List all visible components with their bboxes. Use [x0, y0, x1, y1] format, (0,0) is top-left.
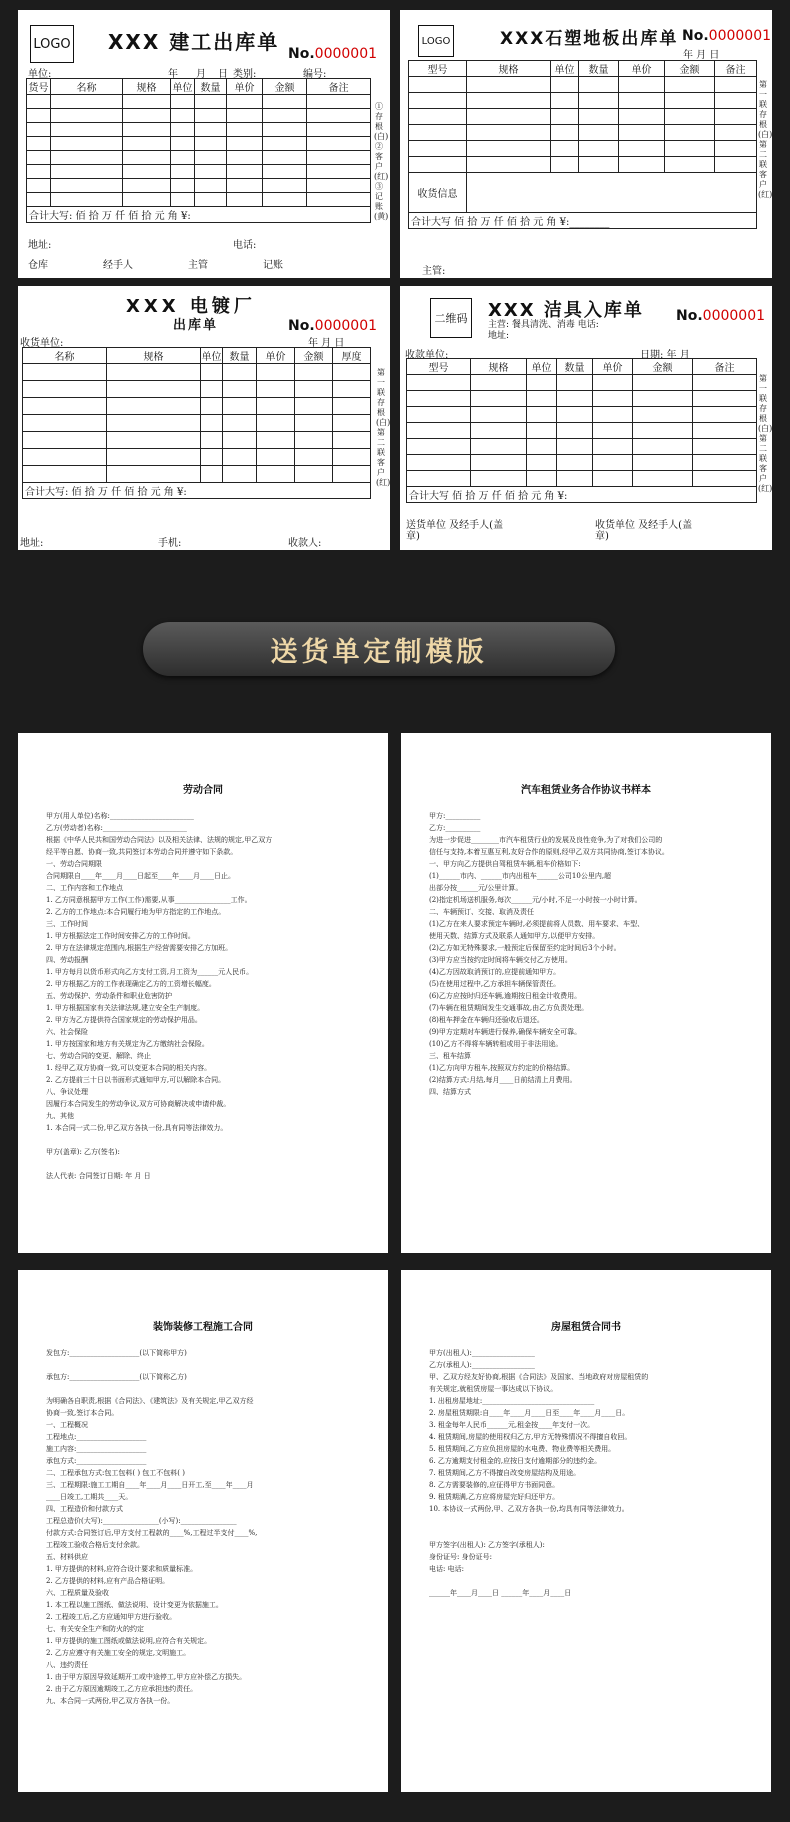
doc-line [429, 1527, 743, 1539]
table-row[interactable] [27, 151, 371, 165]
form-subtitle: 出库单 [173, 318, 219, 333]
doc-line: (4)乙方因故取消预订的,应提前通知甲方。 [429, 968, 561, 976]
doc-line: 2. 乙方提前三十日以书面形式通知甲方,可以解除本合同。 [46, 1076, 226, 1084]
doc-line: (10)乙方不得将车辆转租或用于非法用途。 [429, 1040, 563, 1048]
doc-line: 协商一致,签订本合同。 [46, 1409, 119, 1417]
table-row[interactable] [27, 165, 371, 179]
col-header: 单位 [201, 348, 223, 364]
col-header: 规格 [107, 348, 201, 364]
doc-line: 七、劳动合同的变更、解除、终止 [46, 1052, 151, 1060]
doc-title: 房屋租赁合同书 [551, 1322, 621, 1333]
info-month: 月 [196, 69, 206, 80]
doc-line: 二、工作内容和工作地点 [46, 884, 123, 892]
col-header: 备注 [307, 79, 371, 95]
doc-line: 使用天数、结算方式及联系人通知甲方,以便甲方安排。 [429, 932, 600, 940]
doc-title: 劳动合同 [183, 785, 223, 796]
doc-line [46, 1158, 360, 1170]
doc-line: 1. 经甲乙双方协商一致,可以变更本合同的相关内容。 [46, 1064, 212, 1072]
doc-line: 身份证号: 身份证号: [429, 1553, 492, 1561]
form-title: XXX 建工出库单 [108, 30, 280, 54]
table-row[interactable] [23, 466, 371, 483]
col-header: 型号 [409, 61, 467, 77]
doc-line: 甲方(用人单位)名称:________________________ [46, 812, 194, 820]
doc-body [401, 1347, 771, 1599]
col-header: 金额 [295, 348, 333, 364]
receipt-label: 收货信息 [409, 173, 467, 213]
doc-line: 承包方:____________________(以下简称乙方) [46, 1373, 187, 1381]
doc-line: 8. 乙方需要装修的,应征得甲方书面同意。 [429, 1481, 560, 1489]
foot-mobile: 手机: [158, 538, 182, 549]
doc-line: 二、车辆预订、交接、取消及责任 [429, 908, 534, 916]
table-row[interactable] [407, 423, 757, 439]
doc-body [401, 810, 771, 1098]
col-header: 数量 [579, 61, 619, 77]
total-text: 合计大写 佰 拾 万 仟 佰 拾 元 角 ¥:________ [409, 213, 757, 229]
serial-number: No.0000001 [288, 318, 378, 334]
doc-line [429, 1515, 743, 1527]
table-row[interactable] [407, 407, 757, 423]
table-header-row [407, 359, 757, 375]
doc-line: (7)车辆在租赁期间发生交通事故,由乙方负责处理。 [429, 1004, 589, 1012]
table-row[interactable] [407, 471, 757, 487]
receiving-unit: 收货单位: [20, 338, 64, 349]
doc-line: 根据《中华人民共和国劳动合同法》以及相关法律、法规的规定,甲乙双方 [46, 836, 273, 844]
col-header: 备注 [693, 359, 757, 375]
doc-line: 五、材料供应 [46, 1553, 88, 1561]
doc-line: 2. 甲方为乙方提供符合国家规定的劳动保护用品。 [46, 1016, 202, 1024]
doc-line: 合同期限自____年____月____日起至____年____月____日止。 [46, 872, 235, 880]
item-table [26, 78, 371, 223]
doc-line: 信任与支持,本着互惠互利,友好合作的原则,经甲乙双方共同协商,签订本协议。 [429, 848, 669, 856]
doc-line: 1. 甲方按国家和地方有关规定为乙方缴纳社会保险。 [46, 1040, 209, 1048]
doc-line [46, 1359, 360, 1371]
doc-line: 2. 乙方提供的材料,应有产品合格证明。 [46, 1577, 170, 1585]
col-header: 规格 [471, 359, 527, 375]
doc-title: 汽车租赁业务合作协议书样本 [521, 785, 651, 796]
table-row[interactable] [407, 391, 757, 407]
doc-line: 工程竣工验收合格后支付余款。 [46, 1541, 144, 1549]
doc-body [18, 1347, 388, 1707]
form-card-electroplating-outbound [18, 286, 390, 550]
doc-line: (5)在使用过程中,乙方承担车辆保管责任。 [429, 980, 561, 988]
doc-line: (1)乙方向甲方租车,按照双方约定的价格结算。 [429, 1064, 575, 1072]
doc-line: 一、劳动合同期限 [46, 860, 102, 868]
table-row[interactable] [27, 179, 371, 193]
logo-placeholder: LOGO [418, 25, 454, 57]
doc-line: 法人代表: 合同签订日期: 年 月 日 [46, 1172, 151, 1180]
foot-supervisor: 主管 [188, 260, 208, 271]
doc-line: (9)甲方定期对车辆进行保养,确保车辆安全可靠。 [429, 1028, 582, 1036]
doc-line: 5. 租赁期间,乙方应负担房屋的水电费、物业费等相关费用。 [429, 1445, 616, 1453]
doc-title: 装饰装修工程施工合同 [153, 1322, 253, 1333]
form-date: 年 月 日 [683, 50, 720, 61]
col-header: 货号 [27, 79, 51, 95]
doc-line: 为明确各自职责,根据《合同法》、《建筑法》及有关规定,甲乙双方经 [46, 1397, 254, 1405]
table-row[interactable] [27, 95, 371, 109]
table-row[interactable] [409, 77, 757, 93]
doc-line: ______年____月____日 ______年____月____日 [429, 1589, 572, 1597]
total-text: 合计大写 佰 拾 万 仟 佰 拾 元 角 ¥: [407, 487, 757, 503]
table-row[interactable] [27, 123, 371, 137]
doc-line: 出部分按______元/公里计算。 [429, 884, 523, 892]
table-row[interactable] [407, 455, 757, 471]
doc-line: 七、有关安全生产和防火的约定 [46, 1625, 144, 1633]
doc-line: 电话: 电话: [429, 1565, 464, 1573]
doc-line: 6. 乙方逾期支付租金的,应按日支付逾期部分的违约金。 [429, 1457, 602, 1465]
doc-line: 三、租车结算 [429, 1052, 471, 1060]
form-date: 日期: 年 月 [640, 350, 690, 361]
doc-line: 1. 本工程以施工图纸、做法说明、设计变更为依据施工。 [46, 1601, 223, 1609]
doc-line: 1. 本合同一式二份,甲乙双方各执一份,具有同等法律效力。 [46, 1124, 228, 1132]
col-header: 金额 [263, 79, 307, 95]
serial-number: No.0000001 [288, 46, 378, 62]
doc-line: 付款方式:合同签订后,甲方支付工程款的____%,工程过半支付____%, [46, 1529, 258, 1537]
doc-line: (2)乙方如无特殊要求,一般预定后保留至约定时间后3个小时。 [429, 944, 621, 952]
col-header: 单价 [227, 79, 263, 95]
doc-line: 为进一步促进________市汽车租赁行业的发展及良性竞争,为了对我们公司的 [429, 836, 663, 844]
foot-address: 地址: [28, 240, 52, 251]
doc-body [18, 810, 388, 1182]
table-row[interactable] [27, 137, 371, 151]
doc-line: 2. 乙方的工作地点:本合同履行地为甲方指定的工作地点。 [46, 908, 226, 916]
col-header: 厚度 [333, 348, 371, 364]
qr-code-placeholder: 二维码 [430, 298, 472, 338]
doc-line [46, 1134, 360, 1146]
col-header: 名称 [23, 348, 107, 364]
doc-line: 三、工作时间 [46, 920, 88, 928]
table-row[interactable] [23, 381, 371, 398]
doc-line: 六、社会保险 [46, 1028, 88, 1036]
foot-bookkeeper: 记账 [263, 260, 283, 271]
copy-note: 第一联存根(白)第二联客户(红) [758, 80, 772, 199]
form-title: XXX 电镀厂 [126, 296, 256, 317]
doc-line: 甲方(盖章): 乙方(签名): [46, 1148, 120, 1156]
copy-note: 第一联存根(白)第二联客户(红) [376, 368, 390, 487]
col-header: 金额 [665, 61, 715, 77]
doc-line: 工程地点:____________________ [46, 1433, 147, 1441]
receiving-unit: 收款单位: [405, 350, 449, 361]
doc-line: 四、工程造价和付款方式 [46, 1505, 123, 1513]
col-header: 规格 [123, 79, 171, 95]
doc-line: (6)乙方应按时归还车辆,逾期按日租金计收费用。 [429, 992, 582, 1000]
table-row[interactable] [407, 375, 757, 391]
doc-line: 乙方(承租人):__________________ [429, 1361, 535, 1369]
foot-address: 地址: [20, 538, 44, 549]
doc-line: 1. 甲方每月以货币形式向乙方支付工资,月工资为______元人民币。 [46, 968, 254, 976]
table-row[interactable] [409, 109, 757, 125]
info-code: 编号: [303, 69, 327, 80]
doc-line: 1. 甲方根据法定工作时间安排乙方的工作时间。 [46, 932, 195, 940]
total-text: 合计大写: 佰 拾 万 仟 佰 拾 元 角 ¥: [27, 207, 371, 223]
col-header: 型号 [407, 359, 471, 375]
doc-line: 1. 甲方提供的材料,应符合设计要求和质量标准。 [46, 1565, 198, 1573]
doc-line: 1. 甲方提供的施工图纸或做法说明,应符合有关规定。 [46, 1637, 212, 1645]
doc-car-rental-agreement [401, 733, 771, 1253]
doc-line: 四、结算方式 [429, 1088, 471, 1096]
col-header: 单位 [527, 359, 557, 375]
doc-line: (8)租车押金在车辆归还验收后退还。 [429, 1016, 544, 1024]
doc-line [46, 1383, 360, 1395]
col-header: 单位 [551, 61, 579, 77]
doc-line: 经平等自愿、协商一致,共同签订本劳动合同并遵守如下条款。 [46, 848, 238, 856]
table-row[interactable] [409, 125, 757, 141]
info-day: 日 [218, 69, 228, 80]
doc-line: 3. 租金每年人民币______元,租金按____年支付一次。 [429, 1421, 595, 1429]
doc-line: (2)结算方式:月结,每月____日前结清上月费用。 [429, 1076, 577, 1084]
item-table [406, 358, 757, 503]
form-card-flooring-outbound [400, 10, 772, 278]
doc-line: 九、本合同一式两份,甲乙双方各执一份。 [46, 1697, 175, 1705]
col-header: 金额 [633, 359, 693, 375]
copy-note: 第一联存根(白)第二联客户(红) [758, 374, 772, 493]
doc-line: 7. 租赁期间,乙方不得擅自改变房屋结构及用途。 [429, 1469, 581, 1477]
table-row[interactable] [27, 193, 371, 207]
doc-line: (1)乙方在来人要求预定车辆时,必须提前将人员数、用车要求、车型、 [429, 920, 645, 928]
col-header: 数量 [557, 359, 593, 375]
doc-line: 发包方:____________________(以下简称甲方) [46, 1349, 187, 1357]
doc-line: 因履行本合同发生的劳动争议,双方可协商解决或申请仲裁。 [46, 1100, 231, 1108]
foot-payee: 收款人: [288, 538, 322, 549]
table-row[interactable] [407, 439, 757, 455]
total-row [23, 483, 371, 499]
doc-line: 2. 甲方根据乙方的工作表现确定乙方的工资增长幅度。 [46, 980, 216, 988]
doc-line: 有关规定,就租赁房屋一事达成以下协议。 [429, 1385, 558, 1393]
doc-line: 一、工程概况 [46, 1421, 88, 1429]
form-card-sanitary-inbound [400, 286, 772, 550]
table-row[interactable] [27, 109, 371, 123]
supervisor-label: 主管: [422, 266, 446, 277]
template-banner: 送货单定制模版 [143, 622, 615, 676]
doc-line: 八、争议处理 [46, 1088, 88, 1096]
col-header: 单价 [593, 359, 633, 375]
doc-line: 四、劳动报酬 [46, 956, 88, 964]
info-category: 类别: [233, 69, 257, 80]
doc-line: 九、其他 [46, 1112, 74, 1120]
total-row [27, 207, 371, 223]
table-header-row [27, 79, 371, 95]
col-header: 单价 [257, 348, 295, 364]
doc-line: 4. 租赁期间,房屋的使用权归乙方,甲方无特殊情况不得擅自收回。 [429, 1433, 632, 1441]
table-row[interactable] [23, 415, 371, 432]
table-header-row [23, 348, 371, 364]
total-row [407, 487, 757, 503]
doc-line: 1. 出租房屋地址:________________________________ [429, 1397, 595, 1405]
logo-placeholder: LOGO [30, 25, 74, 63]
doc-line: 六、工程质量及验收 [46, 1589, 109, 1597]
col-header: 单价 [619, 61, 665, 77]
doc-line: 9. 租赁期满,乙方应将房屋完好归还甲方。 [429, 1493, 560, 1501]
doc-line: 1. 由于甲方原因导致延期开工或中途停工,甲方应补偿乙方损失。 [46, 1673, 247, 1681]
copy-note: ①存根(白)②客户(红)③记账(黄) [374, 102, 389, 221]
delivering-unit: 送货单位 及经手人(盖章) [406, 520, 504, 542]
item-table [408, 60, 757, 229]
col-header: 名称 [51, 79, 123, 95]
col-header: 规格 [467, 61, 551, 77]
total-row [409, 213, 757, 229]
doc-line: 乙方(劳动者)名称:________________________ [46, 824, 187, 832]
foot-warehouse: 仓库 [28, 260, 48, 271]
table-row[interactable] [23, 398, 371, 415]
doc-line: 甲方:__________ [429, 812, 481, 820]
doc-line: 1. 乙方同意根据甲方工作(工作)需要,从事________________工作。 [46, 896, 252, 904]
info-unit: 单位: [28, 69, 52, 80]
doc-line: 1. 甲方根据国家有关法律法规,建立安全生产制度。 [46, 1004, 205, 1012]
receipt-row[interactable] [409, 173, 757, 213]
doc-line: 甲方(出租人):__________________ [429, 1349, 535, 1357]
info-year: 年 [168, 69, 178, 80]
foot-phone: 电话: [233, 240, 257, 251]
form-title: XXX石塑地板出库单 [500, 29, 679, 49]
form-title: XXX 洁具入库单 [488, 300, 644, 321]
serial-number: No.0000001 [676, 308, 766, 324]
total-text: 合计大写: 佰 拾 万 仟 佰 拾 元 角 ¥: [23, 483, 371, 499]
doc-line [429, 1575, 743, 1587]
doc-line: 八、违约责任 [46, 1661, 88, 1669]
table-row[interactable] [23, 449, 371, 466]
doc-line: 2. 工程竣工后,乙方应通知甲方进行验收。 [46, 1613, 177, 1621]
doc-line: 2. 房屋租赁期限:自____年____月____日至____年____月____日。 [429, 1409, 630, 1417]
doc-line: 2. 由于乙方原因逾期竣工,乙方应承担违约责任。 [46, 1685, 198, 1693]
doc-line: 施工内容:____________________ [46, 1445, 147, 1453]
doc-line: 甲方签字(出租人): 乙方签字(承租人): [429, 1541, 545, 1549]
form-date: 年 月 日 [308, 338, 345, 349]
doc-line: 工程总造价(大写):________________(小写):________________ [46, 1517, 237, 1525]
serial-number: No.0000001 [682, 28, 772, 44]
doc-line: 乙方:__________ [429, 824, 481, 832]
doc-line: (3)甲方应当按约定时间将车辆交付乙方使用。 [429, 956, 572, 964]
doc-line: 承包方式:____________________ [46, 1457, 147, 1465]
doc-house-lease-contract [401, 1270, 771, 1792]
doc-line: 二、工程承包方式:包工包料( ) 包工不包料( ) [46, 1469, 185, 1477]
doc-line: 三、工程期限:施工工期自____年____月____日开工,至____年____月 [46, 1481, 254, 1489]
doc-line: 一、甲方向乙方提供自驾租赁车辆,租车价格如下: [429, 860, 581, 868]
col-header: 单位 [171, 79, 195, 95]
table-row[interactable] [23, 432, 371, 449]
doc-line: 2. 甲方在法律规定范围内,根据生产经营需要安排乙方加班。 [46, 944, 233, 952]
form-card-construction-outbound [18, 10, 390, 278]
doc-line: (1)______市内、______市内出租车______公司10公里内,超 [429, 872, 612, 880]
col-header: 数量 [223, 348, 257, 364]
col-header: 数量 [195, 79, 227, 95]
foot-handler: 经手人 [103, 260, 133, 271]
address-line: 地址: [488, 331, 510, 341]
table-header-row [409, 61, 757, 77]
table-row[interactable] [409, 157, 757, 173]
doc-line: ____日竣工,工期共____天。 [46, 1493, 133, 1501]
table-row[interactable] [409, 93, 757, 109]
table-row[interactable] [23, 364, 371, 381]
col-header: 备注 [715, 61, 757, 77]
doc-line: 五、劳动保护、劳动条件和职业危害防护 [46, 992, 172, 1000]
business-line: 主营: 餐具清洗、消毒 电话: [488, 320, 599, 330]
item-table [22, 347, 371, 499]
doc-line: 2. 乙方应遵守有关施工安全的规定,文明施工。 [46, 1649, 191, 1657]
doc-line: 甲、乙双方经友好协商,根据《合同法》及国家、当地政府对房屋租赁的 [429, 1373, 649, 1381]
doc-renovation-contract [18, 1270, 388, 1792]
receiving-unit-sign: 收货单位 及经手人(盖章) [595, 520, 693, 542]
doc-line: 10. 本协议一式两份,甲、乙双方各执一份,均具有同等法律效力。 [429, 1505, 629, 1513]
table-row[interactable] [409, 141, 757, 157]
doc-line: (2)指定机场送机服务,每次______元/小时,不足一小时按一小时计算。 [429, 896, 642, 904]
doc-labor-contract [18, 733, 388, 1253]
